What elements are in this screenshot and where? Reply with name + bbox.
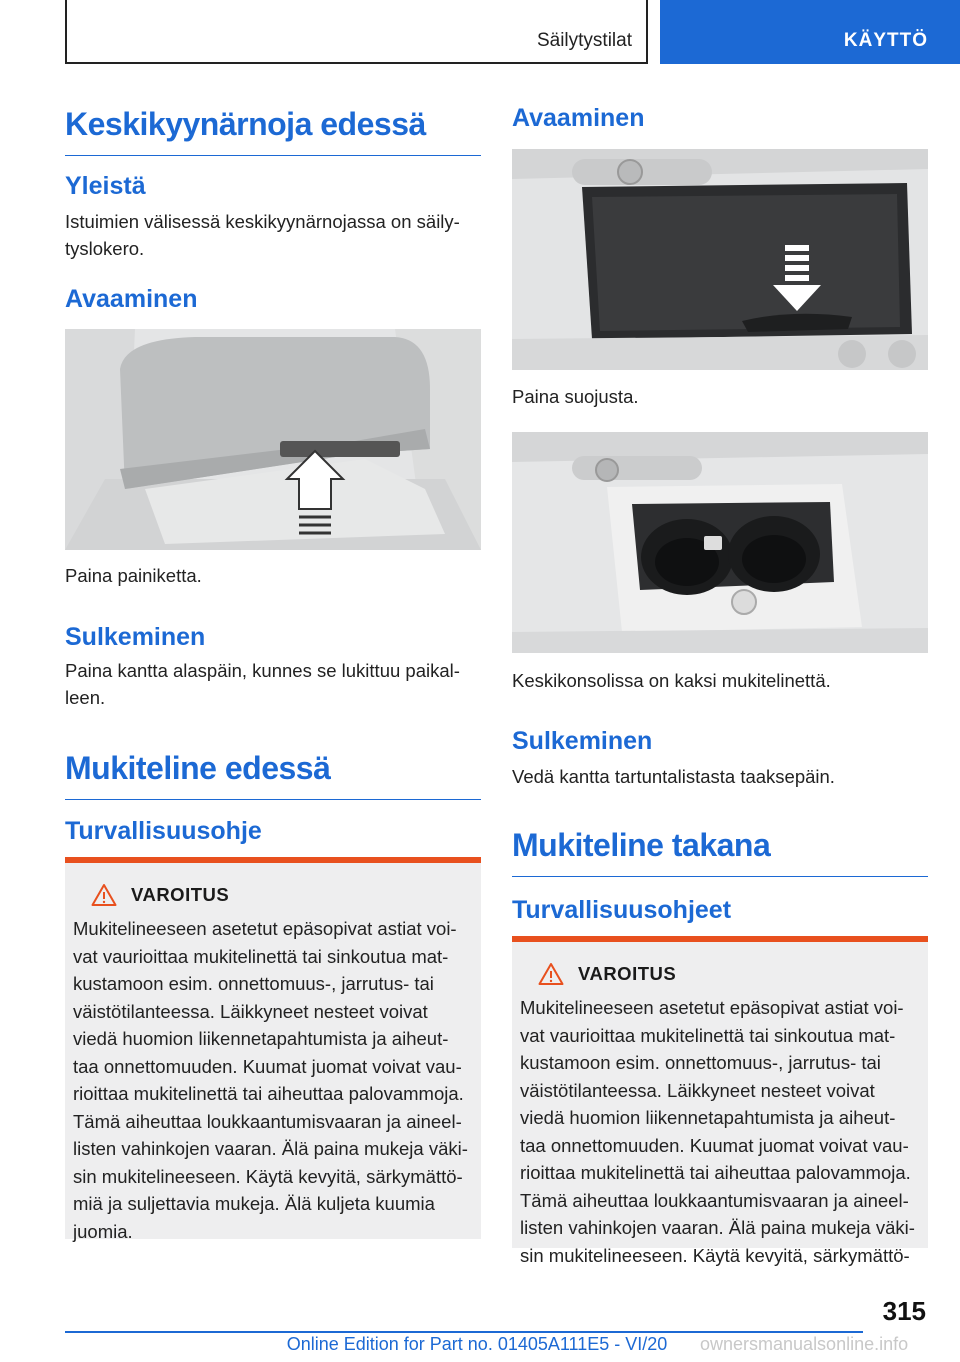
- warning-title-row-rear: [520, 960, 920, 988]
- heading-armrest-front: Keskikyynärnoja edessä: [65, 106, 481, 156]
- closing-text-cupholder: Vedä kantta tartuntalistasta taaksepäin.: [512, 766, 835, 787]
- header-chapter-tab[interactable]: [660, 0, 960, 64]
- warning-triangle-icon: [91, 883, 117, 907]
- heading-closing-armrest: Sulkeminen: [65, 623, 206, 651]
- heading-general: Yleistä: [65, 172, 146, 200]
- heading-safety-notes: Turvallisuusohjeet: [512, 896, 732, 924]
- heading-opening-armrest: Avaaminen: [65, 285, 198, 313]
- general-text: Istuimien välisessä keskikyynärnojassa on säily- tyslokero.: [65, 211, 460, 259]
- header-section-title: Säilytystilat: [536, 30, 632, 51]
- caption-two-cupholders: Keskikonsolissa on kaksi mukitelinettä.: [512, 670, 831, 691]
- cupholder-cover-illustration: [512, 149, 928, 370]
- footer-divider: [65, 1331, 863, 1333]
- warning-title-row: [73, 881, 473, 909]
- heading-opening-cupholder: Avaaminen: [512, 104, 645, 132]
- figure-cupholders-open: [512, 432, 928, 653]
- footer-watermark: ownersmanualsonline.info: [700, 1334, 909, 1354]
- heading-cupholder-rear: Mukiteline takana: [512, 827, 928, 877]
- figure-armrest-button: [65, 329, 481, 550]
- closing-text-armrest: Paina kantta alaspäin, kunnes se lukittuu paikal- leen.: [65, 660, 460, 708]
- heading-cupholder-front: Mukiteline edessä: [65, 750, 481, 800]
- armrest-illustration: [65, 329, 481, 550]
- cupholders-open-illustration: [512, 432, 928, 653]
- header-section-box: [65, 0, 648, 64]
- footer-edition-link[interactable]: Online Edition for Part no. 01405A111E5 - VI/20: [286, 1334, 668, 1354]
- warning-title: VAROITUS: [131, 884, 230, 905]
- warning-text-rear: Mukitelineeseen asetetut epäsopivat astiat voi- vat vaurioittaa mukitelinettä tai sinkoutua mat- kustamoon esim. onnettomuus-, jarrutus- tai väistötilanteessa. Läikkyneet nesteet voivat viedä huomion liikennetapahtumista ja aiheut- taa onnettomuuden. Kuumat juomat voivat vau- rioittaa mukitelinettä tai aiheuttaa palovammoja. Tämä aiheuttaa loukkaantumisvaaran ja aineel- listen vahinkojen vaaran. Älä paina mukeja väki- sin mukitelineeseen. Käytä kevyitä, särkymättö-: [520, 997, 915, 1266]
- warning-triangle-icon: [538, 962, 564, 986]
- heading-safety-note: Turvallisuusohje: [65, 817, 262, 845]
- warning-title-rear: VAROITUS: [578, 963, 677, 984]
- warning-text-front: Mukitelineeseen asetetut epäsopivat astiat voi- vat vaurioittaa mukitelinettä tai sinkoutua mat- kustamoon esim. onnettomuus-, jarrutus- tai väistötilanteessa. Läikkyneet nesteet voivat viedä huomion liikennetapahtumista ja aiheut- taa onnettomuuden. Kuumat juomat voivat vau- rioittaa mukitelinettä tai aiheuttaa palovammoja. Tämä aiheuttaa loukkaantumisvaaran ja aineel- listen vahinkojen vaaran. Älä paina mukeja väki- sin mukitelineeseen. Käytä kevyitä, särkymättö- miä ja suljettavia mukeja. Älä kuljeta kuumia juomia.: [73, 918, 468, 1242]
- warning-box-rear: [512, 942, 928, 1266]
- caption-press-button: Paina painiketta.: [65, 565, 202, 586]
- page-number: 315: [882, 1296, 926, 1326]
- figure-cupholder-cover: [512, 149, 928, 370]
- heading-closing-cupholder: Sulkeminen: [512, 727, 653, 755]
- header-chapter-title: KÄYTTÖ: [843, 30, 928, 51]
- caption-press-cover: Paina suojusta.: [512, 386, 639, 407]
- warning-box-front: [65, 863, 481, 1242]
